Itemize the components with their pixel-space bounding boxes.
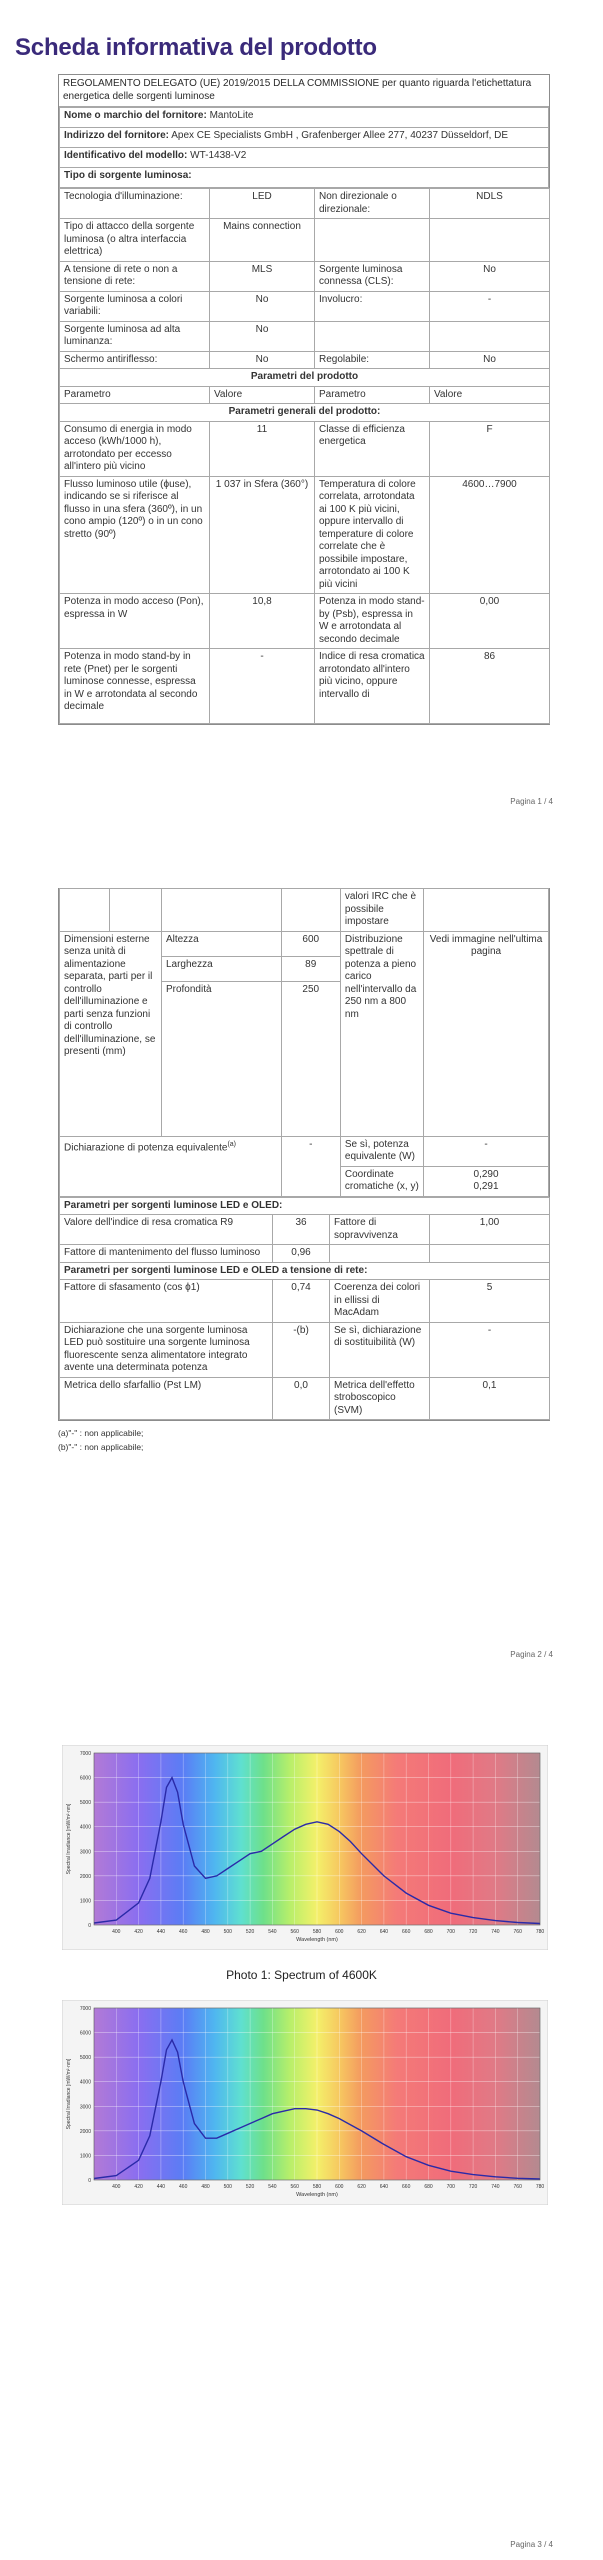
y-tick-label: 7000 bbox=[79, 2006, 91, 2012]
y-axis-label: Spectral Irradiance [mW/m²·nm] bbox=[66, 2058, 72, 2130]
dim-value-depth: 250 bbox=[281, 981, 340, 1136]
model-id-cell bbox=[60, 148, 549, 168]
param-label: Coerenza dei colori in ellissi di MacAdam bbox=[330, 1280, 430, 1323]
equiv-w-value: - bbox=[424, 1136, 549, 1166]
y-tick-label: 1000 bbox=[79, 2153, 91, 2160]
x-tick-label: 400 bbox=[112, 2184, 121, 2190]
footnote-a: (a)"-" : non applicabile; bbox=[58, 1428, 144, 1438]
table-row bbox=[60, 1215, 550, 1245]
page-number: Pagina 1 / 4 bbox=[510, 797, 553, 806]
x-tick-label: 780 bbox=[535, 2184, 545, 2190]
table-row bbox=[60, 261, 550, 291]
equiv-value: - bbox=[281, 1136, 340, 1196]
supplier-address-cell bbox=[60, 128, 549, 148]
page-3 bbox=[0, 1700, 603, 2560]
param-value: F bbox=[430, 421, 550, 476]
param-value: - bbox=[430, 291, 550, 321]
y-tick-label: 0 bbox=[88, 2178, 91, 2184]
x-tick-label: 700 bbox=[446, 2184, 455, 2190]
x-tick-label: 740 bbox=[491, 2184, 500, 2190]
table-row bbox=[60, 476, 550, 594]
x-tick-label: 680 bbox=[424, 1929, 433, 1935]
param-label: Potenza in modo acceso (Pon), espressa in W bbox=[60, 594, 210, 649]
x-tick-label: 440 bbox=[156, 1929, 166, 1935]
dim-name-depth: Profondità bbox=[161, 981, 281, 1136]
x-tick-label: 780 bbox=[535, 1929, 545, 1935]
x-tick-label: 400 bbox=[112, 1929, 121, 1935]
param-label: Metrica dello sfarfallio (Pst LM) bbox=[60, 1377, 273, 1420]
table-row bbox=[60, 219, 550, 262]
param-value: 5 bbox=[430, 1280, 550, 1323]
param-value: MLS bbox=[210, 261, 315, 291]
photo-caption: Photo 1: Spectrum of 4600K bbox=[226, 1968, 377, 1982]
param-value: No bbox=[210, 351, 315, 369]
cri-continued: valori IRC che è possibile impostare bbox=[340, 889, 423, 932]
general-heading-row bbox=[60, 404, 550, 422]
table-row bbox=[60, 291, 550, 321]
x-tick-label: 600 bbox=[335, 1929, 344, 1935]
param-label: Temperatura di colore correlata, arrotondata ai 100 K più vicini, oppure intervallo di temperature di colore correlate che è possibile impostare, arrotondato ai 100 K più vicini bbox=[315, 476, 430, 594]
y-tick-label: 3000 bbox=[79, 1849, 91, 1856]
table-row bbox=[60, 1322, 550, 1377]
x-tick-label: 540 bbox=[268, 2184, 277, 2190]
x-tick-label: 580 bbox=[312, 2184, 322, 2190]
param-label: Sorgente luminosa connessa (CLS): bbox=[315, 261, 430, 291]
chroma-y: 0,291 bbox=[473, 1181, 499, 1192]
x-tick-label: 420 bbox=[134, 1929, 143, 1935]
led-table bbox=[59, 1197, 550, 1421]
x-tick-label: 660 bbox=[402, 2184, 411, 2190]
footnote-b: (b)"-" : non applicabile; bbox=[58, 1442, 144, 1452]
led-heading-row bbox=[60, 1197, 550, 1215]
x-tick-label: 640 bbox=[379, 1929, 389, 1935]
param-value: 36 bbox=[273, 1215, 330, 1245]
param-value: 0,1 bbox=[430, 1377, 550, 1420]
x-tick-label: 560 bbox=[290, 2184, 299, 2190]
table-row bbox=[60, 168, 549, 188]
x-tick-label: 640 bbox=[379, 2184, 389, 2190]
param-label: Tipo di attacco della sorgente luminosa (o altra interfaccia elettrica) bbox=[60, 219, 210, 262]
spectrum-chart-1 bbox=[62, 1745, 548, 1950]
params-table-continued bbox=[58, 888, 550, 1421]
param-value bbox=[430, 321, 550, 351]
table-row bbox=[60, 649, 550, 724]
x-tick-label: 760 bbox=[513, 1929, 522, 1935]
x-tick-label: 480 bbox=[201, 1929, 210, 1935]
y-tick-label: 5000 bbox=[79, 1800, 91, 1807]
param-label bbox=[315, 321, 430, 351]
x-tick-label: 520 bbox=[245, 2184, 255, 2190]
param-label: Flusso luminoso utile (ϕuse), indicando se si riferisce al flusso in una sfera (360º), in un cono ampio (120º) o in un cono stretto (90º) bbox=[60, 476, 210, 594]
table-row bbox=[60, 1245, 550, 1263]
dim-name-height: Altezza bbox=[161, 931, 281, 956]
table-row bbox=[60, 931, 549, 956]
param-value: - bbox=[210, 649, 315, 724]
spectrum-chart-2 bbox=[62, 2000, 548, 2205]
x-tick-label: 420 bbox=[134, 2184, 143, 2190]
regulation-text: REGOLAMENTO DELEGATO (UE) 2019/2015 DELLA COMMISSIONE per quanto riguarda l'etichettatura energetica delle sorgenti luminose bbox=[59, 75, 549, 107]
table-row bbox=[60, 889, 549, 932]
param-value: NDLS bbox=[430, 189, 550, 219]
param-label: Regolabile: bbox=[315, 351, 430, 369]
supplier-address-value: Apex CE Specialists GmbH , Grafenberger Allee 277, 40237 Düsseldorf, DE bbox=[171, 130, 509, 141]
col-param-1: Parametro bbox=[60, 386, 210, 404]
supplier-name-label: Nome o marchio del fornitore: bbox=[64, 110, 207, 121]
param-label: Fattore di sfasamento (cos ϕ1) bbox=[60, 1280, 273, 1323]
dim-value-width: 89 bbox=[281, 956, 340, 981]
param-label: Non direzionale o direzionale: bbox=[315, 189, 430, 219]
x-tick-label: 440 bbox=[156, 2184, 166, 2190]
params-heading: Parametri del prodotto bbox=[60, 369, 550, 387]
param-value bbox=[430, 1245, 550, 1263]
x-tick-label: 500 bbox=[223, 2184, 232, 2190]
col-value-1: Valore bbox=[210, 386, 315, 404]
x-tick-label: 480 bbox=[201, 2184, 210, 2190]
col-value-2: Valore bbox=[430, 386, 550, 404]
supplier-name-cell bbox=[60, 108, 549, 128]
source-type-table bbox=[59, 188, 550, 724]
param-value: 86 bbox=[430, 649, 550, 724]
param-label: Valore dell'indice di resa cromatica R9 bbox=[60, 1215, 273, 1245]
x-tick-label: 600 bbox=[335, 2184, 344, 2190]
equiv-label-cell bbox=[60, 1136, 282, 1196]
table-row bbox=[60, 1377, 550, 1420]
supplier-name-value: MantoLite bbox=[209, 110, 254, 121]
param-label: Se sì, dichiarazione di sostituibilità (W) bbox=[330, 1322, 430, 1377]
param-label: Classe di efficienza energetica bbox=[315, 421, 430, 476]
spectral-value: Vedi immagine nell'ultima pagina bbox=[424, 931, 549, 1136]
x-axis-label: Wavelength (nm) bbox=[296, 2192, 338, 2198]
param-label: Dichiarazione che una sorgente luminosa LED può sostituire una sorgente luminosa fluorescente senza alimentatore integrato avente una determinata potenza bbox=[60, 1322, 273, 1377]
param-value: No bbox=[210, 321, 315, 351]
supplier-address-label: Indirizzo del fornitore: bbox=[64, 130, 169, 141]
x-tick-label: 660 bbox=[402, 1929, 411, 1935]
equiv-w-label: Se sì, potenza equivalente (W) bbox=[340, 1136, 423, 1166]
table-row bbox=[60, 594, 550, 649]
x-tick-label: 720 bbox=[468, 1929, 478, 1935]
chroma-cell bbox=[424, 1166, 549, 1196]
dim-value-height: 600 bbox=[281, 931, 340, 956]
x-tick-label: 760 bbox=[513, 2184, 522, 2190]
x-tick-label: 580 bbox=[312, 1929, 322, 1935]
dimensions-label: Dimensioni esterne senza unità di alimentazione separata, parti per il controllo dell'illuminazione e parti senza funzioni di controllo dell'illuminazione, se presenti (mm) bbox=[60, 931, 162, 1136]
x-tick-label: 540 bbox=[268, 1929, 277, 1935]
x-tick-label: 740 bbox=[491, 1929, 500, 1935]
table-row bbox=[60, 351, 550, 369]
x-tick-label: 620 bbox=[357, 2184, 366, 2190]
x-tick-label: 720 bbox=[468, 2184, 478, 2190]
y-tick-label: 6000 bbox=[79, 1775, 91, 1782]
page-2 bbox=[0, 880, 603, 1670]
model-id-value: WT-1438-V2 bbox=[190, 150, 247, 161]
x-tick-label: 700 bbox=[446, 1929, 455, 1935]
param-value: Mains connection bbox=[210, 219, 315, 262]
equiv-sup: (a) bbox=[227, 1140, 237, 1148]
y-tick-label: 3000 bbox=[79, 2104, 91, 2111]
y-axis-label: Spectral Irradiance [mW/m²·nm] bbox=[66, 1803, 72, 1875]
table-row bbox=[60, 189, 550, 219]
y-tick-label: 7000 bbox=[79, 1751, 91, 1757]
chroma-x: 0,290 bbox=[473, 1168, 499, 1180]
param-value: 0,74 bbox=[273, 1280, 330, 1323]
y-tick-label: 6000 bbox=[79, 2030, 91, 2037]
spectral-label: Distribuzione spettrale di potenza a pieno carico nell'intervallo da 250 nm a 800 nm bbox=[340, 931, 423, 1136]
params-heading-row bbox=[60, 369, 550, 387]
param-label: Sorgente luminosa ad alta luminanza: bbox=[60, 321, 210, 351]
param-value: 0,00 bbox=[430, 594, 550, 649]
supplier-table bbox=[59, 107, 549, 188]
table-row bbox=[60, 421, 550, 476]
param-label: Sorgente luminosa a colori variabili: bbox=[60, 291, 210, 321]
page-number: Pagina 3 / 4 bbox=[510, 2540, 553, 2549]
table-row bbox=[60, 1136, 549, 1166]
params-header-row bbox=[60, 386, 550, 404]
param-value: 1,00 bbox=[430, 1215, 550, 1245]
document-title: Scheda informativa del prodotto bbox=[15, 34, 377, 61]
param-label: Indice di resa cromatica arrotondato all'intero più vicino, oppure intervallo di bbox=[315, 649, 430, 724]
param-value: 0,0 bbox=[273, 1377, 330, 1420]
y-tick-label: 2000 bbox=[79, 1873, 91, 1880]
mains-heading: Parametri per sorgenti luminose LED e OLED a tensione di rete: bbox=[60, 1262, 550, 1280]
x-tick-label: 520 bbox=[245, 1929, 255, 1935]
y-tick-label: 5000 bbox=[79, 2055, 91, 2062]
param-value: LED bbox=[210, 189, 315, 219]
param-label: A tensione di rete o non a tensione di rete: bbox=[60, 261, 210, 291]
param-label: Involucro: bbox=[315, 291, 430, 321]
param-value bbox=[430, 219, 550, 262]
param-label bbox=[315, 219, 430, 262]
table-row bbox=[60, 321, 550, 351]
param-value: 4600…7900 bbox=[430, 476, 550, 594]
x-tick-label: 620 bbox=[357, 1929, 366, 1935]
param-label: Fattore di mantenimento del flusso luminoso bbox=[60, 1245, 273, 1263]
page-number: Pagina 2 / 4 bbox=[510, 1650, 553, 1659]
param-label: Tecnologia d'illuminazione: bbox=[60, 189, 210, 219]
param-value: No bbox=[210, 291, 315, 321]
param-label: Consumo di energia in modo acceso (kWh/1000 h), arrotondato per eccesso all'intero più vicino bbox=[60, 421, 210, 476]
dim-name-width: Larghezza bbox=[161, 956, 281, 981]
table-row bbox=[60, 108, 549, 128]
x-tick-label: 680 bbox=[424, 2184, 433, 2190]
param-label: Schermo antiriflesso: bbox=[60, 351, 210, 369]
table-row bbox=[60, 1280, 550, 1323]
param-label bbox=[330, 1245, 430, 1263]
param-value: 10,8 bbox=[210, 594, 315, 649]
param-value: No bbox=[430, 351, 550, 369]
y-tick-label: 4000 bbox=[79, 1824, 91, 1831]
x-tick-label: 460 bbox=[179, 1929, 188, 1935]
mains-heading-row bbox=[60, 1262, 550, 1280]
param-value: - bbox=[430, 1322, 550, 1377]
product-info-table bbox=[58, 74, 550, 725]
table-row bbox=[60, 128, 549, 148]
equiv-label: Dichiarazione di potenza equivalente bbox=[64, 1141, 228, 1153]
y-tick-label: 1000 bbox=[79, 1898, 91, 1905]
param-value: 0,96 bbox=[273, 1245, 330, 1263]
param-label: Fattore di sopravvivenza bbox=[330, 1215, 430, 1245]
y-tick-label: 2000 bbox=[79, 2128, 91, 2135]
chroma-label: Coordinate cromatiche (x, y) bbox=[340, 1166, 423, 1196]
model-id-label: Identificativo del modello: bbox=[64, 150, 188, 161]
y-tick-label: 4000 bbox=[79, 2079, 91, 2086]
param-value: -(b) bbox=[273, 1322, 330, 1377]
dimensions-table bbox=[59, 888, 549, 1197]
col-param-2: Parametro bbox=[315, 386, 430, 404]
source-type-heading: Tipo di sorgente luminosa: bbox=[60, 168, 549, 188]
param-label: Potenza in modo stand-by (Psb), espressa in W e arrotondata al secondo decimale bbox=[315, 594, 430, 649]
table-row bbox=[60, 148, 549, 168]
x-tick-label: 460 bbox=[179, 2184, 188, 2190]
general-heading: Parametri generali del prodotto: bbox=[60, 404, 550, 422]
param-value: No bbox=[430, 261, 550, 291]
param-label: Metrica dell'effetto stroboscopico (SVM) bbox=[330, 1377, 430, 1420]
page-1 bbox=[0, 0, 603, 820]
param-label: Potenza in modo stand-by in rete (Pnet) per le sorgenti luminose connesse, espressa in W e arrotondata al secondo decimale bbox=[60, 649, 210, 724]
x-tick-label: 560 bbox=[290, 1929, 299, 1935]
x-axis-label: Wavelength (nm) bbox=[296, 1937, 338, 1943]
y-tick-label: 0 bbox=[88, 1923, 91, 1929]
param-value: 1 037 in Sfera (360°) bbox=[210, 476, 315, 594]
x-tick-label: 500 bbox=[223, 1929, 232, 1935]
led-heading: Parametri per sorgenti luminose LED e OLED: bbox=[60, 1197, 550, 1215]
param-value: 11 bbox=[210, 421, 315, 476]
